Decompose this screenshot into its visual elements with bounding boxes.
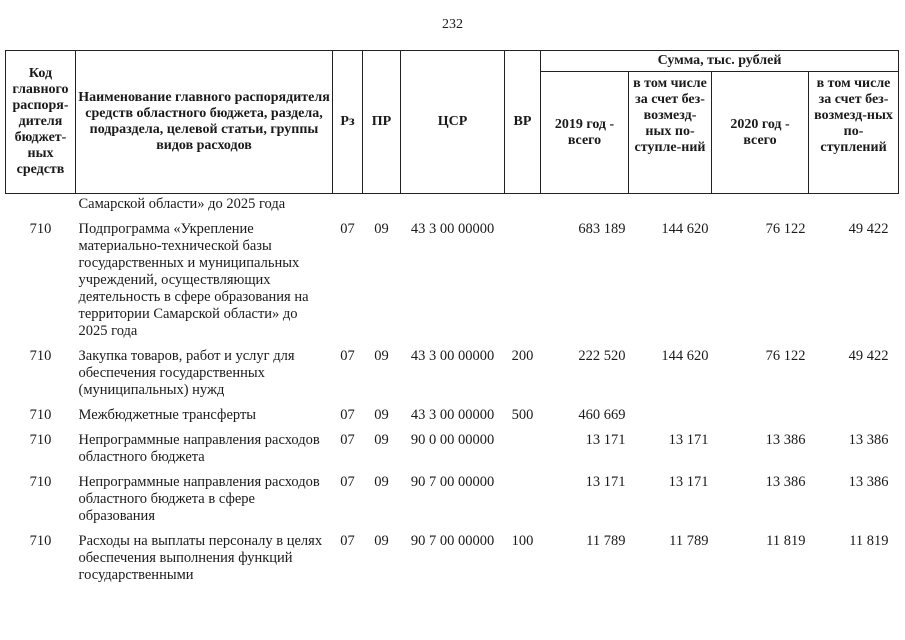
- row-rz: 07: [340, 407, 355, 423]
- row-2019-free: 13 171: [668, 474, 709, 490]
- row-rz: 07: [340, 432, 355, 448]
- row-rz: 07: [340, 533, 355, 549]
- row-2020-total: 76 122: [765, 221, 806, 237]
- row-pr: 09: [374, 407, 389, 423]
- page-number: 232: [442, 17, 463, 32]
- row-2019-total: 13 171: [585, 432, 626, 448]
- header-name: Наименование главного распорядителя средств областного бюджета, раздела, подраздела, целевой статьи, группы видов расходов: [76, 51, 333, 194]
- row-2020-free: 49 422: [848, 221, 889, 237]
- row-2019-total: 222 520: [578, 348, 626, 364]
- row-pr: 09: [374, 533, 389, 549]
- row-2020-total: 11 819: [766, 533, 806, 549]
- header-2020-total: 2020 год - всего: [712, 72, 809, 194]
- row-2019-total: 683 189: [578, 221, 626, 237]
- row-code: 710: [29, 432, 52, 448]
- row-pr: 09: [374, 432, 389, 448]
- row-2019-total: 11 789: [586, 533, 626, 549]
- header-csr: ЦСР: [401, 51, 505, 194]
- row-2019-free: 144 620: [661, 348, 709, 364]
- row-2020-total: 76 122: [765, 348, 806, 364]
- header-pr: ПР: [363, 51, 401, 194]
- table-row: [6, 219, 899, 346]
- row-name: Непрограммные направления расходов областного бюджета в сфере образования: [78, 474, 320, 524]
- row-code: 710: [29, 474, 52, 490]
- row-vr: 100: [511, 533, 534, 549]
- header-2019-free: в том числе за счет без-возмезд-ных по-ступле-ний: [629, 72, 712, 194]
- row-2020-free: 49 422: [848, 348, 889, 364]
- row-vr: [505, 430, 541, 472]
- row-2020-total: 13 386: [765, 474, 806, 490]
- row-rz: 07: [340, 348, 355, 364]
- row-2020-total: 13 386: [765, 432, 806, 448]
- row-code: 710: [29, 533, 52, 549]
- table-row: [6, 346, 899, 405]
- header-2020-free: в том числе за счет без-возмезд-ных по-ступлений: [809, 72, 899, 194]
- table-row: [6, 472, 899, 531]
- table-header: [6, 51, 899, 194]
- row-rz: 07: [340, 221, 355, 237]
- row-2019-total: 460 669: [578, 407, 626, 423]
- row-2020-free: 13 386: [848, 474, 889, 490]
- row-name: Расходы на выплаты персоналу в целях обеспечения выполнения функций государственными: [78, 533, 323, 583]
- row-pr: 09: [374, 348, 389, 364]
- row-csr: 90 0 00 00000: [410, 432, 495, 448]
- header-vr: ВР: [505, 51, 541, 194]
- row-2019-free: 144 620: [661, 221, 709, 237]
- row-csr: 43 3 00 00000: [410, 407, 495, 423]
- row-pr: 09: [374, 221, 389, 237]
- table-row: [6, 531, 899, 590]
- row-2020-free: 13 386: [848, 432, 889, 448]
- row-csr: 43 3 00 00000: [410, 348, 495, 364]
- row-csr: 90 7 00 00000: [410, 474, 495, 490]
- row-2019-free: [629, 405, 712, 430]
- row-name: Самарской области» до 2025 года: [78, 196, 286, 212]
- row-vr: 500: [511, 407, 534, 423]
- row-2020-free: [809, 405, 899, 430]
- row-csr: 43 3 00 00000: [410, 221, 495, 237]
- row-pr: 09: [374, 474, 389, 490]
- table-row: [6, 405, 899, 430]
- row-name: Межбюджетные трансферты: [78, 407, 257, 423]
- header-sum-title: Сумма, тыс. рублей: [541, 51, 899, 72]
- table-row: [6, 430, 899, 472]
- row-2020-total: [712, 405, 809, 430]
- table-row-continuation: [6, 194, 899, 220]
- row-vr: 200: [511, 348, 534, 364]
- header-code: Код главного распоря-дителя бюджет-ных средств: [6, 51, 76, 194]
- row-code: 710: [29, 221, 52, 237]
- row-csr: 90 7 00 00000: [410, 533, 495, 549]
- header-2019-total: 2019 год - всего: [541, 72, 629, 194]
- row-2019-free: 11 789: [669, 533, 709, 549]
- row-code: 710: [29, 407, 52, 423]
- row-vr: [505, 219, 541, 346]
- row-2019-total: 13 171: [585, 474, 626, 490]
- row-code: 710: [29, 348, 52, 364]
- header-rz: Рз: [333, 51, 363, 194]
- budget-table: [5, 50, 899, 590]
- row-name: Непрограммные направления расходов областного бюджета: [78, 432, 320, 465]
- row-name: Подпрограмма «Укрепление материально-технической базы государственных и муниципальных учреждений, осуществляющих деятельность в сфере образования на территории Самарской области» до 2025 года: [78, 221, 309, 339]
- row-2019-free: 13 171: [668, 432, 709, 448]
- row-name: Закупка товаров, работ и услуг для обеспечения государственных (муниципальных) нужд: [78, 348, 295, 398]
- row-2020-free: 11 819: [849, 533, 889, 549]
- row-rz: 07: [340, 474, 355, 490]
- row-vr: [505, 472, 541, 531]
